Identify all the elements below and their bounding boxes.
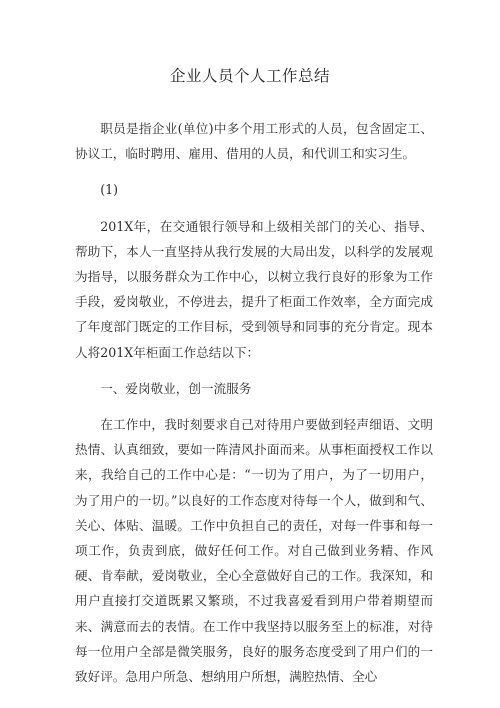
document-body [75, 116, 433, 689]
section-heading: 一、爱岗敬业，创一流服务 [100, 380, 252, 396]
paragraph-section-number: (1) [100, 182, 119, 198]
paragraph-overview: 201X年，在交通银行领导和上级相关部门的关心、指导、帮助下，本人一直坚持从我行发展的大局出发，以科学的发展观为指导，以服务群众为工作中心，以树立我行良好的形象为工作手段，爱岗敬业，不停进去，提升了柜面工作效率，全方面完成了年度部门既定的工作目标，受到领导和同事的充分肯定。现本人将201X年柜面工作总结以下： [75, 218, 433, 360]
paragraph-service: 在工作中，我时刻要求自己对待用户要做到轻声细语、文明热情、认真细致，要如一阵清风扑面而来。从事柜面授权工作以来，我给自己的工作中心是：“一切为了用户，为了一切用户，为了用户的一切。”以良好的工作态度对待每一个人，做到和气、关心、体贴、温暖。工作中负担自己的责任，对每一件事和每一项工作，负责到底，做好任何工作。对自己做到业务精、作风硬、肯奉献，爱岗敬业，全心全意做好自己的工作。我深知，和用户直接打交道既累又繁琐，不过我喜爱看到用户带着期望而来、满意而去的表情。在工作中我坚持以服务至上的标准，对待每一位用户全部是微笑服务，良好的服务态度受到了用户们的一致好评。急用户所急、想纳用户所想，满腔热情、全心 [75, 417, 433, 685]
paragraph-intro: 职员是指企业(单位)中多个用工形式的人员，包含固定工、协议工，临时聘用、雇用、借用的人员，和代训工和实习生。 [75, 121, 433, 162]
document-title: 企业人员个人工作总结 [169, 67, 330, 85]
